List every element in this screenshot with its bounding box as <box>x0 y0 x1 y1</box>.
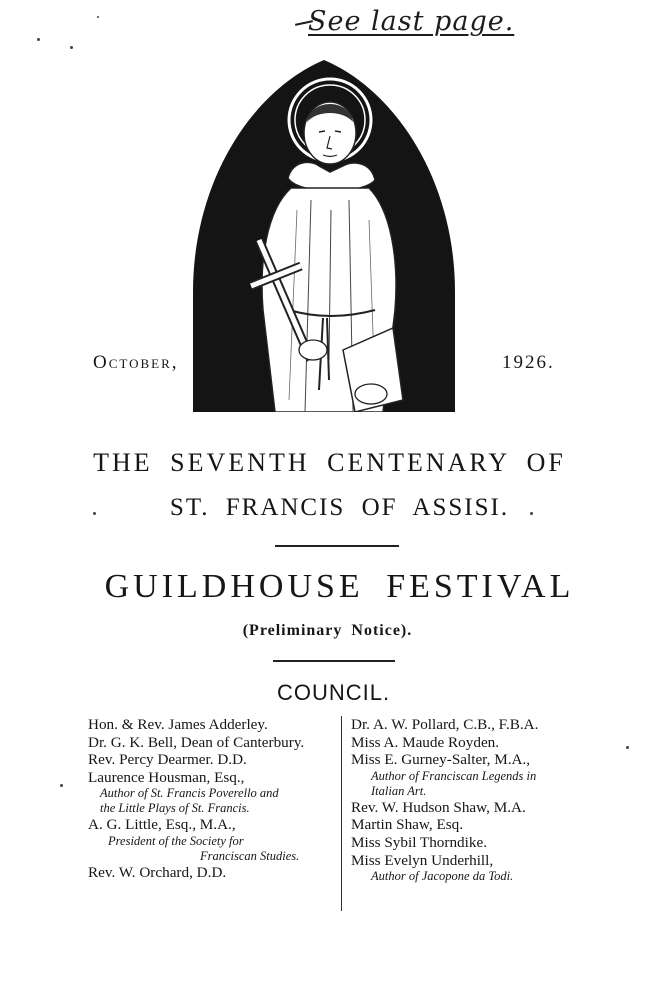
council-column-right <box>351 716 596 884</box>
ink-speck <box>530 512 533 515</box>
council-member: Rev. W. Hudson Shaw, M.A. <box>351 798 526 816</box>
date-year: 1926. <box>502 352 555 373</box>
council-member: Miss Evelyn Underhill, <box>351 851 494 869</box>
saint-francis-arch-icon <box>193 60 455 412</box>
title-line-1: THE SEVENTH CENTENARY OF <box>93 448 566 477</box>
ink-speck <box>37 38 40 41</box>
member-note: Author of Franciscan Legends in <box>371 768 537 783</box>
handwritten-annotation: See last page. <box>308 6 515 37</box>
council-member: Martin Shaw, Esq. <box>351 816 464 834</box>
member-note: Franciscan Studies. <box>200 848 300 863</box>
ink-speck <box>70 46 73 49</box>
council-member: Dr. A. W. Pollard, C.B., F.B.A. <box>351 716 539 733</box>
ink-speck <box>60 784 63 787</box>
column-divider <box>341 716 342 911</box>
council-member: Rev. Percy Dearmer. D.D. <box>88 751 247 769</box>
council-member: A. G. Little, Esq., M.A., <box>88 816 236 834</box>
council-member: Laurence Housman, Esq., <box>88 768 245 786</box>
festival-title: GUILDHOUSE FESTIVAL <box>104 568 575 605</box>
council-member: Rev. W. Orchard, D.D. <box>88 863 227 881</box>
council-member: Dr. G. K. Bell, Dean of Canterbury. <box>88 733 305 751</box>
divider-rule <box>273 660 395 662</box>
council-member: Hon. & Rev. James Adderley. <box>88 716 268 733</box>
ink-speck <box>97 16 99 18</box>
title-line-2: ST. FRANCIS OF ASSISI. <box>169 494 510 521</box>
member-note: Italian Art. <box>371 783 427 798</box>
member-note: President of the Society for <box>108 833 244 848</box>
date-month: October, <box>93 352 179 373</box>
council-member: Miss Sybil Thorndike. <box>351 833 487 851</box>
council-member: Miss E. Gurney-Salter, M.A., <box>351 751 531 769</box>
preliminary-notice: (Preliminary Notice). <box>242 622 413 639</box>
council-heading: COUNCIL. <box>276 680 391 705</box>
member-note: the Little Plays of St. Francis. <box>100 801 250 816</box>
divider-rule <box>275 545 399 547</box>
council-column-left <box>88 716 340 882</box>
ink-speck <box>93 512 96 515</box>
member-note: Author of Jacopone da Todi. <box>371 869 514 884</box>
member-note: Author of St. Francis Poverello and <box>100 786 279 801</box>
ink-speck <box>626 746 629 749</box>
council-member: Miss A. Maude Royden. <box>351 733 500 751</box>
